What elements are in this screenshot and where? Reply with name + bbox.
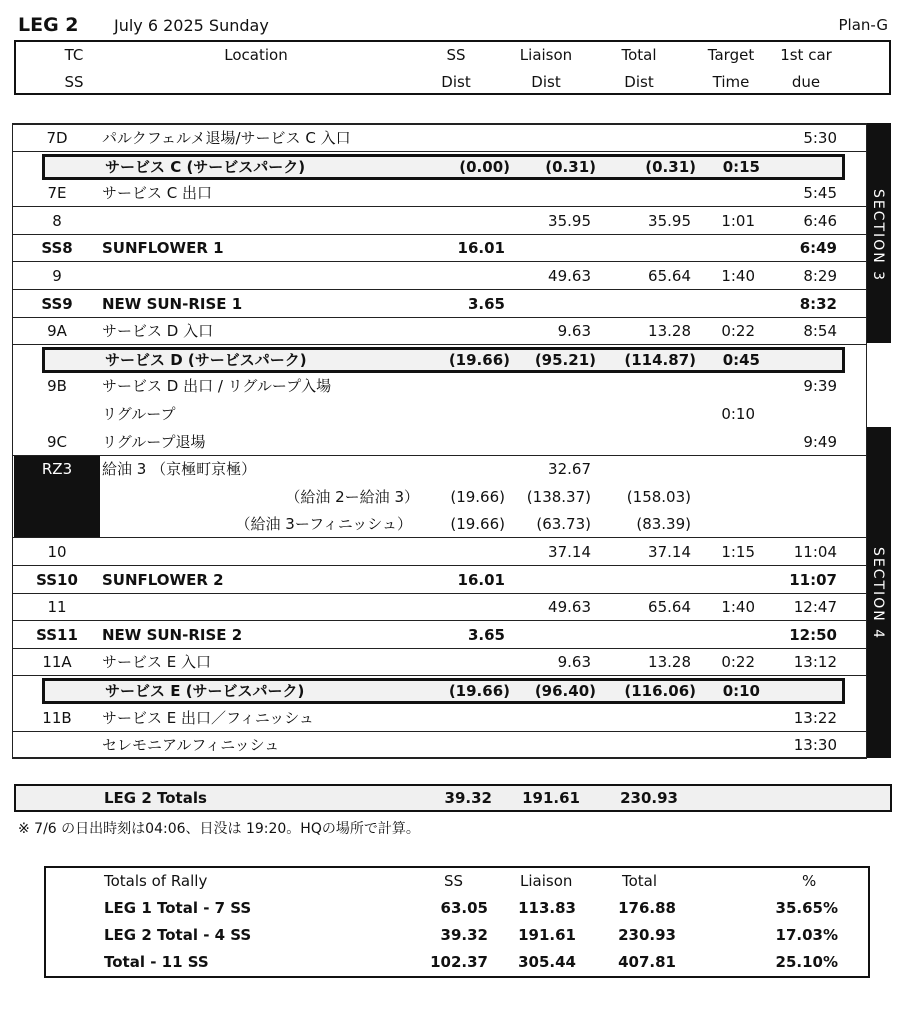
- schedule-row: [12, 484, 867, 511]
- total-dist-cell: (158.03): [626, 487, 691, 506]
- col-liaison: Liaison: [519, 46, 573, 64]
- liaison-cell: 49.63: [548, 267, 591, 285]
- location-cell: （給油 2ー給油 3）: [285, 487, 419, 506]
- col-due: 1st car: [780, 46, 832, 64]
- total-dist-cell: 35.95: [648, 211, 691, 230]
- schedule-row: [12, 401, 867, 428]
- section-3-label: SECTION 3: [870, 189, 886, 283]
- schedule-table: [12, 123, 892, 758]
- due-time-cell: 13:12: [793, 653, 837, 672]
- tc-cell: SS11: [36, 625, 78, 644]
- location-cell: （給油 3ーフィニッシュ）: [235, 515, 412, 534]
- schedule-row: [12, 180, 867, 207]
- col-ss-dist-2: Dist: [441, 73, 471, 91]
- leg-totals-label: LEG 2 Totals: [104, 789, 207, 807]
- due-time-cell: 11:04: [793, 543, 837, 561]
- rally-row-liaison: 191.61: [518, 926, 576, 944]
- leg-totals-liaison: 191.61: [522, 789, 580, 807]
- rally-row-ss: 102.37: [430, 953, 488, 971]
- target-time-cell: 0:15: [722, 157, 760, 176]
- due-time-cell: 9:39: [803, 377, 837, 396]
- ss-dist-cell: 16.01: [457, 239, 505, 258]
- ss-dist-cell: 3.65: [467, 625, 505, 644]
- ss-dist-cell: 16.01: [457, 570, 505, 589]
- liaison-cell: 9.63: [557, 322, 591, 341]
- schedule-row: [12, 318, 867, 345]
- due-time-cell: 8:54: [803, 322, 837, 341]
- tc-cell: 9C: [46, 432, 68, 451]
- due-time-cell: 6:49: [799, 239, 837, 258]
- location-cell: NEW SUN-RISE 1: [102, 294, 243, 313]
- leg-title: LEG 2: [18, 14, 79, 36]
- due-time-cell: 11:07: [789, 570, 837, 589]
- col-ss: SS: [64, 73, 84, 91]
- rally-row-ss: 39.32: [440, 926, 488, 944]
- schedule-row: [12, 291, 867, 318]
- target-time-cell: 0:22: [721, 322, 755, 341]
- total-dist-cell: (114.87): [624, 350, 696, 369]
- ss-dist-cell: (0.00): [459, 157, 510, 176]
- section-3-bar: [867, 123, 891, 343]
- tc-cell: RZ3: [41, 460, 73, 479]
- col-ss-dist: SS: [446, 46, 466, 64]
- target-time-cell: 1:40: [721, 267, 755, 285]
- rally-header-label: Totals of Rally: [104, 872, 208, 890]
- location-cell: セレモニアルフィニッシュ: [102, 736, 280, 755]
- ss-dist-cell: 3.65: [467, 294, 505, 313]
- rally-header-ss: SS: [444, 872, 464, 890]
- location-cell: サービス E 出口／フィニッシュ: [102, 708, 314, 727]
- rally-row: [46, 922, 868, 949]
- schedule-row: [12, 705, 867, 732]
- liaison-cell: 49.63: [548, 598, 591, 617]
- leg-totals-ss: 39.32: [444, 789, 492, 807]
- tc-cell: 11A: [42, 653, 72, 672]
- col-location: Location: [224, 46, 288, 64]
- rally-row-total: 230.93: [618, 926, 676, 944]
- liaison-cell: 37.14: [548, 543, 591, 561]
- liaison-cell: 35.95: [548, 211, 591, 230]
- rally-header-pct: %: [802, 872, 817, 890]
- tc-cell: 7D: [46, 129, 68, 147]
- location-cell: サービス C 出口: [102, 184, 213, 203]
- service-park-row: [42, 347, 845, 373]
- location-cell: SUNFLOWER 2: [102, 570, 224, 589]
- rally-row-label: Total - 11 SS: [104, 953, 209, 971]
- location-cell: 給油 3 （京極町京極）: [102, 460, 257, 479]
- tc-cell: 9B: [47, 377, 67, 396]
- schedule-row: [12, 511, 867, 538]
- due-time-cell: 13:30: [793, 736, 837, 755]
- rally-totals: [44, 866, 870, 978]
- ss-dist-cell: (19.66): [448, 350, 510, 369]
- location-cell: サービス C (サービスパーク): [105, 157, 306, 176]
- due-time-cell: 12:47: [793, 598, 837, 617]
- target-time-cell: 1:40: [721, 598, 755, 617]
- rally-row-label: LEG 1 Total - 7 SS: [104, 899, 252, 917]
- col-target: Target: [707, 46, 755, 64]
- tc-cell: 8: [52, 211, 62, 230]
- location-cell: サービス E (サービスパーク): [105, 682, 305, 700]
- location-cell: サービス D 入口: [102, 322, 214, 341]
- location-cell: パルクフェルメ退場/サービス C 入口: [102, 129, 351, 147]
- tc-cell: 9A: [47, 322, 67, 341]
- total-dist-cell: 13.28: [648, 322, 691, 341]
- location-cell: リグループ退場: [102, 432, 206, 451]
- liaison-cell: (96.40): [534, 682, 596, 700]
- liaison-cell: (0.31): [545, 157, 596, 176]
- total-dist-cell: (116.06): [624, 682, 696, 700]
- col-total: Total: [621, 46, 657, 64]
- rally-row: [46, 895, 868, 922]
- schedule-row: [12, 456, 867, 483]
- total-dist-cell: 65.64: [648, 267, 691, 285]
- total-dist-cell: 65.64: [648, 598, 691, 617]
- due-time-cell: 5:45: [803, 184, 837, 203]
- schedule-row: [12, 567, 867, 594]
- location-cell: サービス E 入口: [102, 653, 212, 672]
- location-cell: SUNFLOWER 1: [102, 239, 224, 258]
- rally-header-liaison: Liaison: [520, 872, 573, 890]
- rally-row-liaison: 305.44: [518, 953, 576, 971]
- section-4-label: SECTION 4: [870, 547, 886, 641]
- col-total-2: Dist: [624, 73, 654, 91]
- col-liaison-2: Dist: [531, 73, 561, 91]
- schedule-row: [12, 539, 867, 566]
- due-time-cell: 8:29: [803, 267, 837, 285]
- liaison-cell: (95.21): [534, 350, 596, 369]
- rally-row-total: 176.88: [618, 899, 676, 917]
- schedule-row: [12, 732, 867, 759]
- liaison-cell: 32.67: [548, 460, 591, 479]
- location-cell: NEW SUN-RISE 2: [102, 625, 243, 644]
- schedule-row: [12, 125, 867, 152]
- schedule-row: [12, 594, 867, 621]
- tc-cell: 11B: [42, 708, 72, 727]
- plan-label: Plan-G: [838, 16, 888, 34]
- rally-row-ss: 63.05: [440, 899, 488, 917]
- service-park-row: [42, 678, 845, 704]
- schedule-row: [12, 649, 867, 676]
- target-time-cell: 0:22: [721, 653, 755, 672]
- location-cell: サービス D (サービスパーク): [105, 350, 307, 369]
- rally-row-total: 407.81: [618, 953, 676, 971]
- tc-cell: 10: [47, 543, 67, 561]
- rally-header-total: Total: [622, 872, 658, 890]
- target-time-cell: 0:10: [722, 682, 760, 700]
- due-time-cell: 12:50: [789, 625, 837, 644]
- schedule-row: [12, 208, 867, 235]
- column-header: [14, 40, 891, 95]
- due-time-cell: 5:30: [803, 129, 837, 147]
- schedule-row: [12, 263, 867, 290]
- target-time-cell: 1:15: [721, 543, 755, 561]
- sun-note: ※ 7/6 の日出時刻は04:06、日没は 19:20。HQの場所で計算。: [18, 821, 420, 837]
- schedule-row: [12, 429, 867, 456]
- rally-row-liaison: 113.83: [518, 899, 576, 917]
- tc-cell: 11: [47, 598, 67, 617]
- rally-header: [46, 868, 868, 895]
- location-cell: サービス D 出口 / リグループ入場: [102, 377, 332, 396]
- liaison-cell: 9.63: [557, 653, 591, 672]
- rally-row-pct: 17.03%: [775, 926, 838, 944]
- liaison-cell: (63.73): [536, 515, 591, 534]
- tc-cell: SS9: [41, 294, 73, 313]
- due-time-cell: 9:49: [803, 432, 837, 451]
- target-time-cell: 0:10: [721, 405, 755, 423]
- schedule-row: [12, 235, 867, 262]
- total-dist-cell: 37.14: [648, 543, 691, 561]
- service-park-row: [42, 154, 845, 180]
- total-dist-cell: (0.31): [645, 157, 696, 176]
- total-dist-cell: (83.39): [636, 515, 691, 534]
- ss-dist-cell: (19.66): [448, 682, 510, 700]
- schedule-row: [12, 373, 867, 400]
- ss-dist-cell: (19.66): [450, 487, 505, 506]
- total-dist-cell: 13.28: [648, 653, 691, 672]
- col-target-2: Time: [712, 73, 750, 91]
- col-tc: TC: [64, 46, 84, 64]
- due-time-cell: 6:46: [803, 211, 837, 230]
- tc-cell: SS8: [41, 239, 73, 258]
- tc-cell: 7E: [47, 184, 67, 203]
- leg-totals-total: 230.93: [620, 789, 678, 807]
- target-time-cell: 1:01: [721, 211, 755, 230]
- rally-row-pct: 35.65%: [775, 899, 838, 917]
- location-cell: リグループ: [102, 405, 176, 423]
- rally-row-pct: 25.10%: [775, 953, 838, 971]
- due-time-cell: 13:22: [793, 708, 837, 727]
- schedule-row: [12, 622, 867, 649]
- leg-date: July 6 2025 Sunday: [114, 16, 269, 35]
- target-time-cell: 0:45: [722, 350, 760, 369]
- ss-dist-cell: (19.66): [450, 515, 505, 534]
- col-due-2: due: [791, 73, 821, 91]
- liaison-cell: (138.37): [526, 487, 591, 506]
- tc-cell: SS10: [36, 570, 78, 589]
- leg-totals-bar: [14, 784, 892, 812]
- section-4-bar: [867, 427, 891, 758]
- rally-row: [46, 949, 868, 976]
- due-time-cell: 8:32: [799, 294, 837, 313]
- tc-cell: 9: [52, 267, 62, 285]
- rally-row-label: LEG 2 Total - 4 SS: [104, 926, 252, 944]
